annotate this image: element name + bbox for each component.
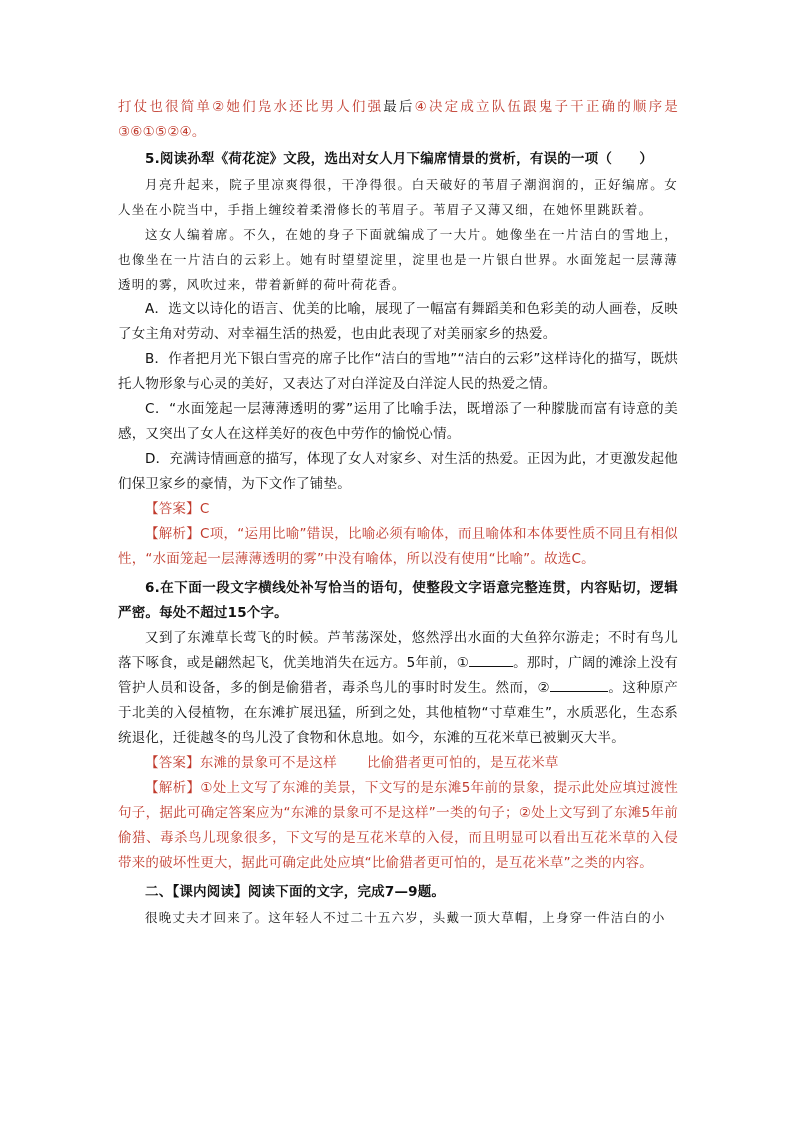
previous-answer-tail — [118, 95, 678, 145]
q6-blank-1[interactable] — [469, 652, 513, 667]
q6-passage-part2: 。那时，广阔的滩涂上没有管护人员和设备，多的倒是偷猎者，毒杀鸟儿的事时时发生。然而，② — [118, 655, 678, 696]
q6-analysis — [118, 776, 678, 876]
q6-answer-label: 【答案】 — [145, 755, 200, 771]
q5-answer-value: C — [199, 501, 210, 517]
document-page — [118, 95, 678, 930]
prev-answer-c: 最后 — [383, 99, 415, 115]
q6-answer — [118, 751, 678, 776]
q6-title: 6.在下面一段文字横线处补写恰当的语句，使整段文字语意完整连贯，内容贴切，逻辑严密。每处不超过15个字。 — [118, 580, 678, 621]
q6-analysis-label: 【解析】 — [145, 780, 201, 796]
q5-option-d: D．充满诗情画意的描写，体现了女人对家乡、对生活的热爱。正因为此，才更激发起他们保卫家乡的豪情，为下文作了铺垫。 — [118, 451, 678, 492]
prev-answer-e: 正确的顺序是③⑥①⑤②④。 — [118, 99, 678, 140]
q5-option-b: B．作者把月光下银白雪亮的席子比作“洁白的雪地”“洁白的云彩”这样诗化的描写，既烘托人物形象与心灵的美好，又表达了对白洋淀及白洋淀人民的热爱之情。 — [118, 351, 678, 392]
q5-answer-label: 【答案】 — [145, 501, 200, 517]
section2-title: 二、【课内阅读】阅读下面的文字，完成7—9题。 — [145, 884, 446, 900]
section2-passage: 很晚丈夫才回来了。这年轻人不过二十五六岁，头戴一顶大草帽，上身穿一件洁白的小 — [145, 910, 666, 925]
q5-analysis — [118, 522, 678, 572]
q5-title: 5.阅读孙犁《荷花淀》文段，选出对女人月下编席情景的赏析，有误的一项（ ） — [145, 151, 654, 167]
prev-answer-b: ②她们凫水还比男人们强 — [212, 99, 384, 115]
q5-option-c: C．“水面笼起一层薄薄透明的雾”运用了比喻手法，既增添了一种朦胧而富有诗意的美感，又突出了女人在这样美好的夜色中劳作的愉悦心情。 — [118, 401, 678, 442]
q5-option-a: A．选文以诗化的语言、优美的比喻，展现了一幅富有舞蹈美和色彩美的动人画卷，反映了女主角对劳动、对幸福生活的热爱，也由此表现了对美丽家乡的热爱。 — [118, 301, 678, 342]
q5-answer — [118, 497, 678, 522]
q6-answer-1: 东滩的景象可不是这样 — [199, 755, 337, 771]
q5-analysis-label: 【解析】 — [145, 526, 201, 542]
prev-answer-a: 打仗也很简单 — [118, 99, 213, 115]
q5-passage-2: 这女人编着席。不久，在她的身子下面就编成了一大片。她像坐在一片洁白的雪地上，也像坐在一片洁白的云彩上。她有时望望淀里，淀里也是一片银白世界。水面笼起一层薄薄透明的雾，风吹过来，带着新鲜的荷叶荷花香。 — [118, 227, 678, 292]
q6-analysis-text: ①处上文写了东滩的美景，下文写的是东滩5年前的景象，提示此处应填过渡性句子，据此可确定答案应为“东滩的景象可不是这样”一类的句子；②处上文写到了东滩5年前偷猎、毒杀鸟儿现象很多，下文写的是互花米草的入侵，而且明显可以看出互花米草的入侵带来的破坏性更大，据此可确定此处应填“比偷猎者更可怕的，是互花米草”之类的内容。 — [118, 780, 678, 871]
q6-blank-2[interactable] — [550, 677, 608, 692]
q5-passage-1: 月亮升起来，院子里凉爽得很，干净得很。白天破好的苇眉子潮润润的，正好编席。女人坐在小院当中，手指上缠绞着柔滑修长的苇眉子。苇眉子又薄又细，在她怀里跳跃着。 — [118, 177, 678, 217]
q6-passage-part3: 。这种原产于北美的入侵植物，在东滩扩展迅猛，所到之处，其他植物“寸草难生”，水质恶化，生态系统退化，迁徙越冬的鸟儿没了食物和休息地。如今，东滩的互花米草已被剿灭大半。 — [118, 680, 678, 746]
q5-analysis-text: C项，“运用比喻”错误，比喻必须有喻体，而且喻体和本体要性质不同且有相似性，“水面笼起一层薄薄透明的雾”中没有喻体，所以没有使用“比喻”。故选C。 — [118, 526, 678, 567]
prev-answer-d: ④决定成立队伍跟鬼子干 — [414, 99, 586, 115]
q6-passage-part1: 又到了东滩草长莺飞的时候。芦苇荡深处，悠然浮出水面的大鱼猝尔游走；不时有鸟儿落下啄食，或是翩然起飞，优美地消失在远方。5年前，① — [118, 630, 678, 671]
q6-answer-2: 比偷猎者更可怕的，是互花米草 — [366, 755, 559, 771]
q6-passage — [118, 626, 678, 751]
